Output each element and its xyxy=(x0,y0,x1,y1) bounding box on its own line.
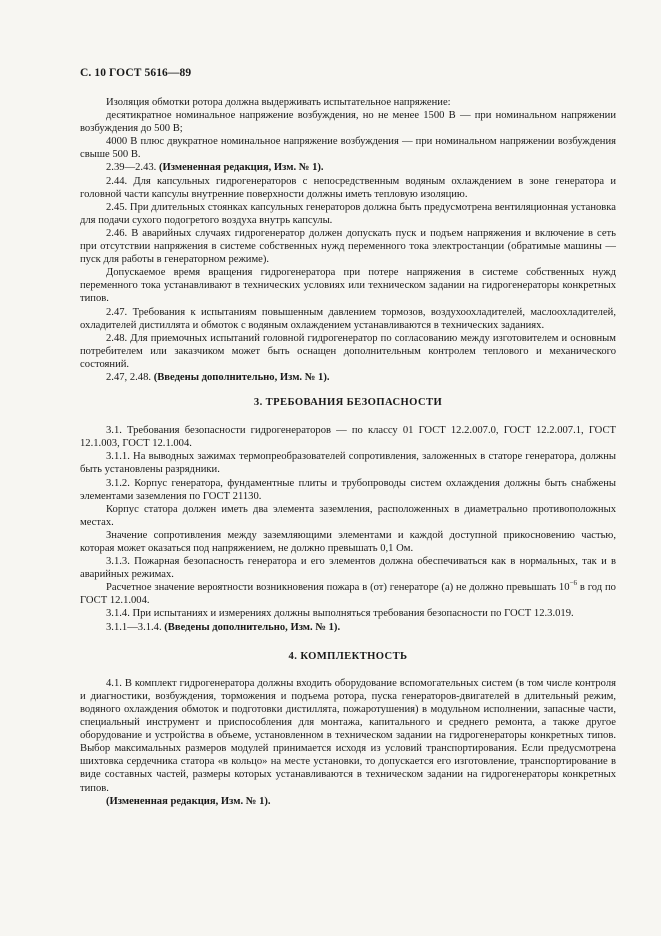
paragraph: 3.1.4. При испытаниях и измерениях должны выполняться требования безопасности по ГОСТ 12.3.019. xyxy=(106,608,574,620)
paragraph: 4000 В плюс двукратное номинальное напряжение возбуждения — при номинальном напряжении возбуждения свыше 500 В. xyxy=(80,136,616,161)
amendment-note xyxy=(80,795,616,808)
amendment-note xyxy=(80,161,616,174)
paragraph: десятикратное номинальное напряжение возбуждения, но не менее 1500 В — при номинальном напряжении возбуждения до 500 В; xyxy=(80,110,616,135)
paragraph xyxy=(80,581,616,607)
paragraph: Допускаемое время вращения гидрогенератора при потере напряжения в системе собственных нужд переменного тока устанавливают в технических условиях или техническом задании на гидрогенераторы конкретных типов. xyxy=(80,267,616,305)
paragraph: 2.48. Для приемочных испытаний головной гидрогенератор по согласованию между изготовителем и основным потребителем или заказчиком может быть оснащен дополнительным контролем теплового и механического состояний. xyxy=(80,332,616,370)
clause-number: 2.47, 2.48. xyxy=(106,371,152,383)
paragraph: 3.1. Требования безопасности гидрогенераторов — по классу 01 ГОСТ 12.2.007.0, ГОСТ 12.2.007.1, ГОСТ 12.1.003, ГОСТ 12.1.004. xyxy=(80,425,616,450)
paragraph: 4.1. В комплект гидрогенератора должны входить оборудование вспомогательных систем (в том числе контроля и диагностики, возбуждения, торможения и подъема ротора, пуска генераторов-двигателей в длительный режим, водяного охлаждения обмоток и подготовки дистиллята, пожаротушения) в модульном исполнении, запасные части, специальный инструмент и приспособления для монтажа, капитального и среднего ремонта, а также другое оборудование и устройства в объеме, установленном в техническом задании на гидрогенераторы конкретных типов. Выбор максимальных размеров модулей принимается исходя из условий транспортирования. Если предусмотрена шихтовка сердечника статора «в кольцо» на месте установки, то допускается его изготовление, транспортирование в виде составных частей, размеры которых устанавливаются в техническом задании на гидрогенераторы конкретных типов. xyxy=(80,677,616,794)
section-4-heading: 4. КОМПЛЕКТНОСТЬ xyxy=(288,650,408,662)
paragraph: 3.1.1. На выводных зажимах термопреобразователей сопротивления, заложенных в статоре генератора, должны быть установлены разрядники. xyxy=(80,451,616,476)
amendment-note xyxy=(80,371,616,384)
clause-number: 2.39—2.43. xyxy=(106,162,157,174)
section-3-heading: 3. ТРЕБОВАНИЯ БЕЗОПАСНОСТИ xyxy=(253,397,443,409)
paragraph: Корпус статора должен иметь два элемента заземления, расположенных в диаметрально противоположных местах. xyxy=(80,503,616,528)
paragraph: 2.44. Для капсульных гидрогенераторов с непосредственным водяным охлаждением в зоне генератора и головной части капсулы внутренние поверхности должны иметь тепловую изоляцию. xyxy=(80,175,616,200)
paragraph: Изоляция обмотки ротора должна выдерживать испытательное напряжение: xyxy=(106,97,451,108)
paragraph: Значение сопротивления между заземляющими элементами и каждой доступной прикосновению частью, которая может оказаться под напряжением, не должно превышать 0,1 Ом. xyxy=(80,529,616,554)
document-body xyxy=(80,96,616,808)
paragraph: 2.45. При длительных стоянках капсульных генераторов должна быть предусмотрена вентиляционная установка для подачи сухого подогретого воздуха внутрь капсулы. xyxy=(80,201,616,226)
page-header: С. 10 ГОСТ 5616—89 xyxy=(80,67,192,79)
paragraph: 3.1.3. Пожарная безопасность генератора и его элементов должна обеспечиваться как в нормальных, так и в аварийных режимах. xyxy=(80,556,616,581)
text-part: Расчетное значение вероятности возникновения пожара в (от) генераторе (а) не должно превышать 10 xyxy=(106,582,570,594)
amendment-text: (Измененная редакция, Изм. № 1). xyxy=(158,162,324,174)
text-part: в год по ГОСТ 12.1.004. xyxy=(80,582,616,607)
paragraph: 2.46. В аварийных случаях гидрогенератор должен допускать пуск и подъем напряжения и включение в сеть при отсутствии напряжения в системе собственных нужд переменного тока электростанции (обратимые машины — пуск для работы в генераторном режиме). xyxy=(80,227,616,266)
amendment-text: (Измененная редакция, Изм. № 1). xyxy=(106,795,271,807)
paragraph: 2.47. Требования к испытаниям повышенным давлением тормозов, воздухоохладителей, маслоохладителей, охладителей дистиллята и обмоток с водяным охлаждением устанавливаются в технических заданиях. xyxy=(80,306,616,331)
clause-number: 3.1.1—3.1.4. xyxy=(106,621,162,633)
amendment-text: (Введены дополнительно, Изм. № 1). xyxy=(164,621,341,633)
amendment-text: (Введены дополнительно, Изм. № 1). xyxy=(153,371,330,383)
amendment-note xyxy=(80,621,616,634)
paragraph: 3.1.2. Корпус генератора, фундаментные плиты и трубопроводы систем охлаждения должны быть снабжены элементами заземления по ГОСТ 21130. xyxy=(80,477,616,502)
exponent: −6 xyxy=(569,579,577,588)
